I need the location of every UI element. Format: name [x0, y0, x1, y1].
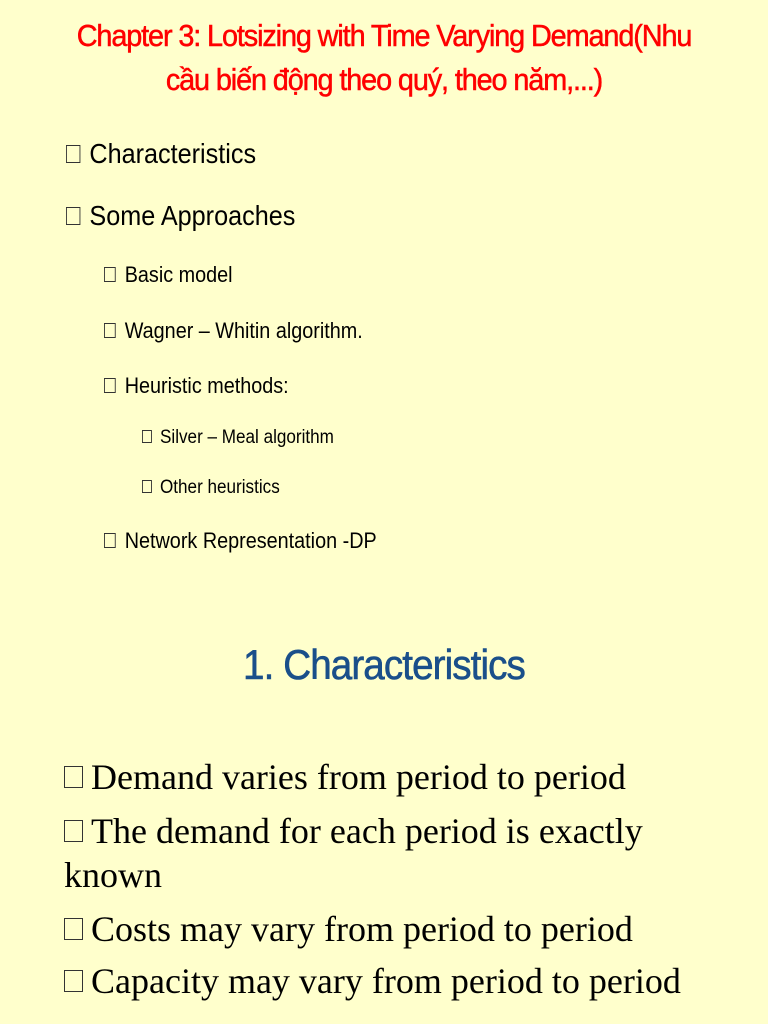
- outline-subitem-heuristic-methods: [104, 372, 289, 400]
- point-demand-known: [64, 809, 704, 897]
- outline-item-label: Silver – Meal algorithm: [160, 427, 334, 448]
- outline-subitem-basic-model: [104, 261, 233, 289]
- outline-item-label: Basic model: [124, 262, 233, 287]
- bullet-box-icon: [104, 267, 116, 282]
- point-text: Demand varies from period to period: [91, 757, 626, 797]
- outline-item-label: Other heuristics: [160, 477, 280, 498]
- slide-title-line-1: Chapter 3: Lotsizing with Time Varying Demand(Nhu: [76, 18, 692, 53]
- bullet-box-icon: [66, 145, 80, 163]
- outline-item-label: Network Representation -DP: [124, 528, 377, 553]
- outline-item-label: Characteristics: [89, 138, 257, 169]
- bullet-box-icon: [64, 820, 83, 842]
- section-title: 1. Characteristics: [243, 641, 525, 688]
- point-costs-vary: [64, 907, 704, 951]
- bullet-box-icon: [64, 970, 83, 992]
- outline-subitem-wagner-whitin: [104, 317, 363, 345]
- outline-subsubitem-silver-meal: [142, 426, 334, 450]
- outline-item-label: Wagner – Whitin algorithm.: [124, 318, 363, 343]
- bullet-box-icon: [104, 323, 116, 338]
- bullet-box-icon: [66, 207, 80, 225]
- outline-item-some-approaches: [66, 199, 295, 233]
- point-text: Capacity may vary from period to period: [91, 961, 681, 1001]
- outline-item-label: Some Approaches: [89, 200, 296, 231]
- bullet-box-icon: [64, 766, 83, 788]
- point-demand-varies: [64, 755, 704, 799]
- bullet-box-icon: [104, 533, 116, 548]
- point-capacity-varies: [64, 959, 704, 1003]
- outline-item-label: Heuristic methods:: [124, 373, 289, 398]
- point-text: The demand for each period is exactly known: [64, 811, 643, 895]
- outline-subsubitem-other-heuristics: [142, 476, 280, 500]
- bullet-box-icon: [142, 480, 152, 493]
- bullet-box-icon: [104, 378, 116, 393]
- bullet-box-icon: [142, 430, 152, 443]
- outline-subitem-network-representation: [104, 527, 377, 555]
- point-text: Costs may vary from period to period: [91, 909, 633, 949]
- slide-title: [27, 14, 741, 102]
- bullet-box-icon: [64, 918, 83, 940]
- slide-title-line-2: cầu biến động theo quý, theo năm,...): [165, 62, 603, 97]
- outline-item-characteristics: [66, 137, 256, 171]
